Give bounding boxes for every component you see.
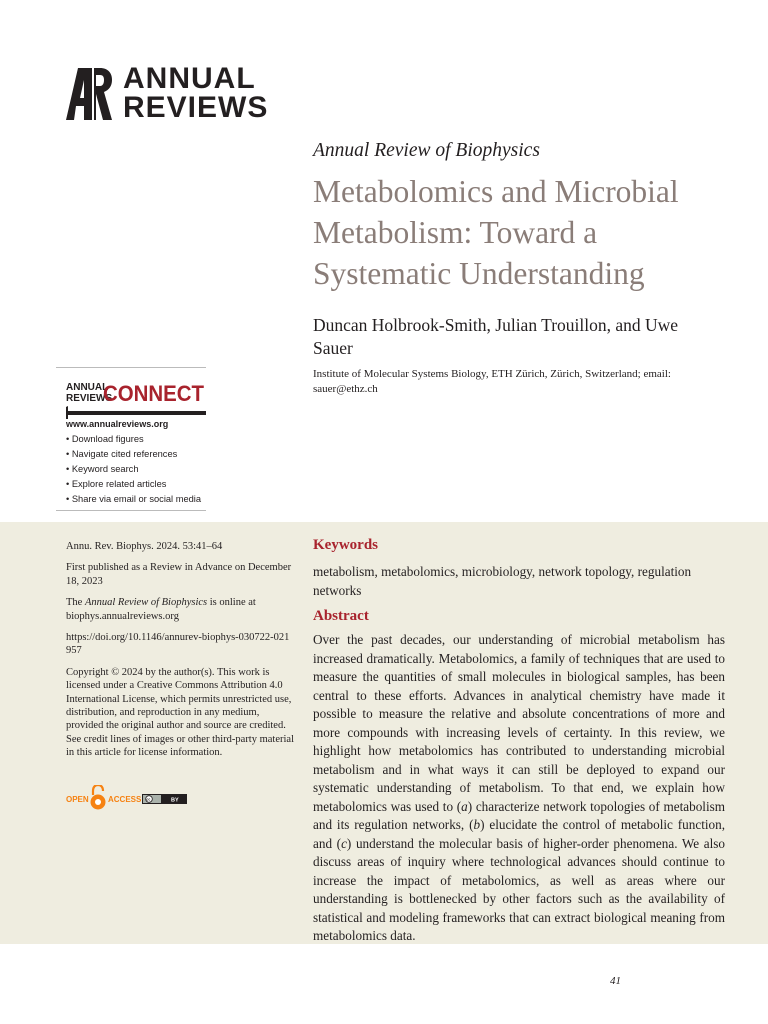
list-item: • Explore related articles bbox=[66, 479, 167, 489]
journal-name: Annual Review of Biophysics bbox=[313, 140, 540, 161]
list-item: • Keyword search bbox=[66, 464, 139, 474]
by-text: BY bbox=[171, 797, 179, 804]
keywords-heading: Keywords bbox=[313, 537, 378, 553]
cc-by-license-icon bbox=[142, 794, 187, 804]
citation: Annu. Rev. Biophys. 2024. 53:41–64 bbox=[66, 541, 223, 552]
annual-reviews-logo-icon bbox=[66, 68, 112, 120]
connect-word-text: CONNECT bbox=[103, 381, 205, 406]
access-text: ACCESS bbox=[108, 795, 142, 804]
open-access-badge bbox=[66, 785, 191, 811]
article-title: Metabolomics and Microbial Metabolism: Toward a Systematic Understanding bbox=[313, 174, 679, 291]
online-note: The Annual Review of Biophysics is online at biophys.annualreviews.org bbox=[66, 597, 256, 622]
annual-reviews-logo-text: ANNUAL REVIEWS bbox=[123, 62, 269, 124]
author-affiliation: Institute of Molecular Systems Biology, ETH Zürich, Zürich, Switzerland; email: sauer@ethz.ch bbox=[313, 368, 671, 395]
page-number: 41 bbox=[610, 975, 621, 987]
abstract-text: Over the past decades, our understanding of microbial metabolism has increased dramatically. Metabolomics, a family of techniques that are used to measure the quantities of small molecules in biological samples, has been central to these efforts. Advances in analytical chemistry have made it possible to measure the relative and absolute concentrations of more and more compounds with increasing levels of certainty. In this review, we highlight how metabolomics has contributed to understanding microbial metabolism and in what ways it can still be deployed to expand our systematic understanding of metabolism. To that end, we explain how metabolomics was used to (a) characterize network topologies of metabolism and its regulation networks, (b) elucidate the control of metabolic function, and (c) understand the molecular basis of higher-order phenomena. We also discuss areas of inquiry where technological advances should continue to increase the impact of metabolomics, as well as areas where our understanding is bottlenecked by other factors such as the availability of statistical and modeling frameworks that can extract biological meaning from metabolomics data. bbox=[313, 632, 726, 943]
connect-url[interactable]: www.annualreviews.org bbox=[66, 419, 169, 429]
open-access-lock-icon bbox=[91, 785, 106, 810]
first-published: First published as a Review in Advance on December 18, 2023 bbox=[66, 562, 292, 587]
list-item: • Navigate cited references bbox=[66, 449, 178, 459]
keywords-text: metabolism, metabolomics, microbiology, network topology, regulation networks bbox=[313, 564, 692, 598]
connect-box bbox=[56, 367, 206, 515]
open-text: OPEN bbox=[66, 795, 89, 804]
list-item: • Share via email or social media bbox=[66, 494, 202, 504]
connect-top-rule bbox=[56, 367, 206, 368]
author-list: Duncan Holbrook-Smith, Julian Trouillon, and Uwe Sauer bbox=[313, 315, 679, 358]
abstract-heading: Abstract bbox=[313, 608, 369, 624]
article-metadata bbox=[66, 540, 294, 768]
copyright-notice: Copyright © 2024 by the author(s). This work is licensed under a Creative Commons Attribution 4.0 International License, which permits unrestricted use, distribution, and reproduction in any medium, provided the original author and source are credited. See credit lines of images or other third-party material in this article for license information. bbox=[66, 666, 295, 759]
doi-link[interactable]: https://doi.org/10.1146/annurev-biophys-030722-021957 bbox=[66, 632, 290, 657]
connect-logo[interactable] bbox=[66, 375, 206, 419]
connect-reviews-text: REVIEWS bbox=[66, 393, 113, 404]
connect-arrow-icon bbox=[66, 406, 206, 419]
connect-feature-list bbox=[66, 432, 201, 507]
abstract-column bbox=[313, 537, 725, 946]
cc-text: cc bbox=[146, 797, 151, 802]
connect-bottom-rule bbox=[56, 510, 206, 511]
connect-annual-text: ANNUAL bbox=[66, 382, 109, 393]
list-item: • Download figures bbox=[66, 434, 144, 444]
